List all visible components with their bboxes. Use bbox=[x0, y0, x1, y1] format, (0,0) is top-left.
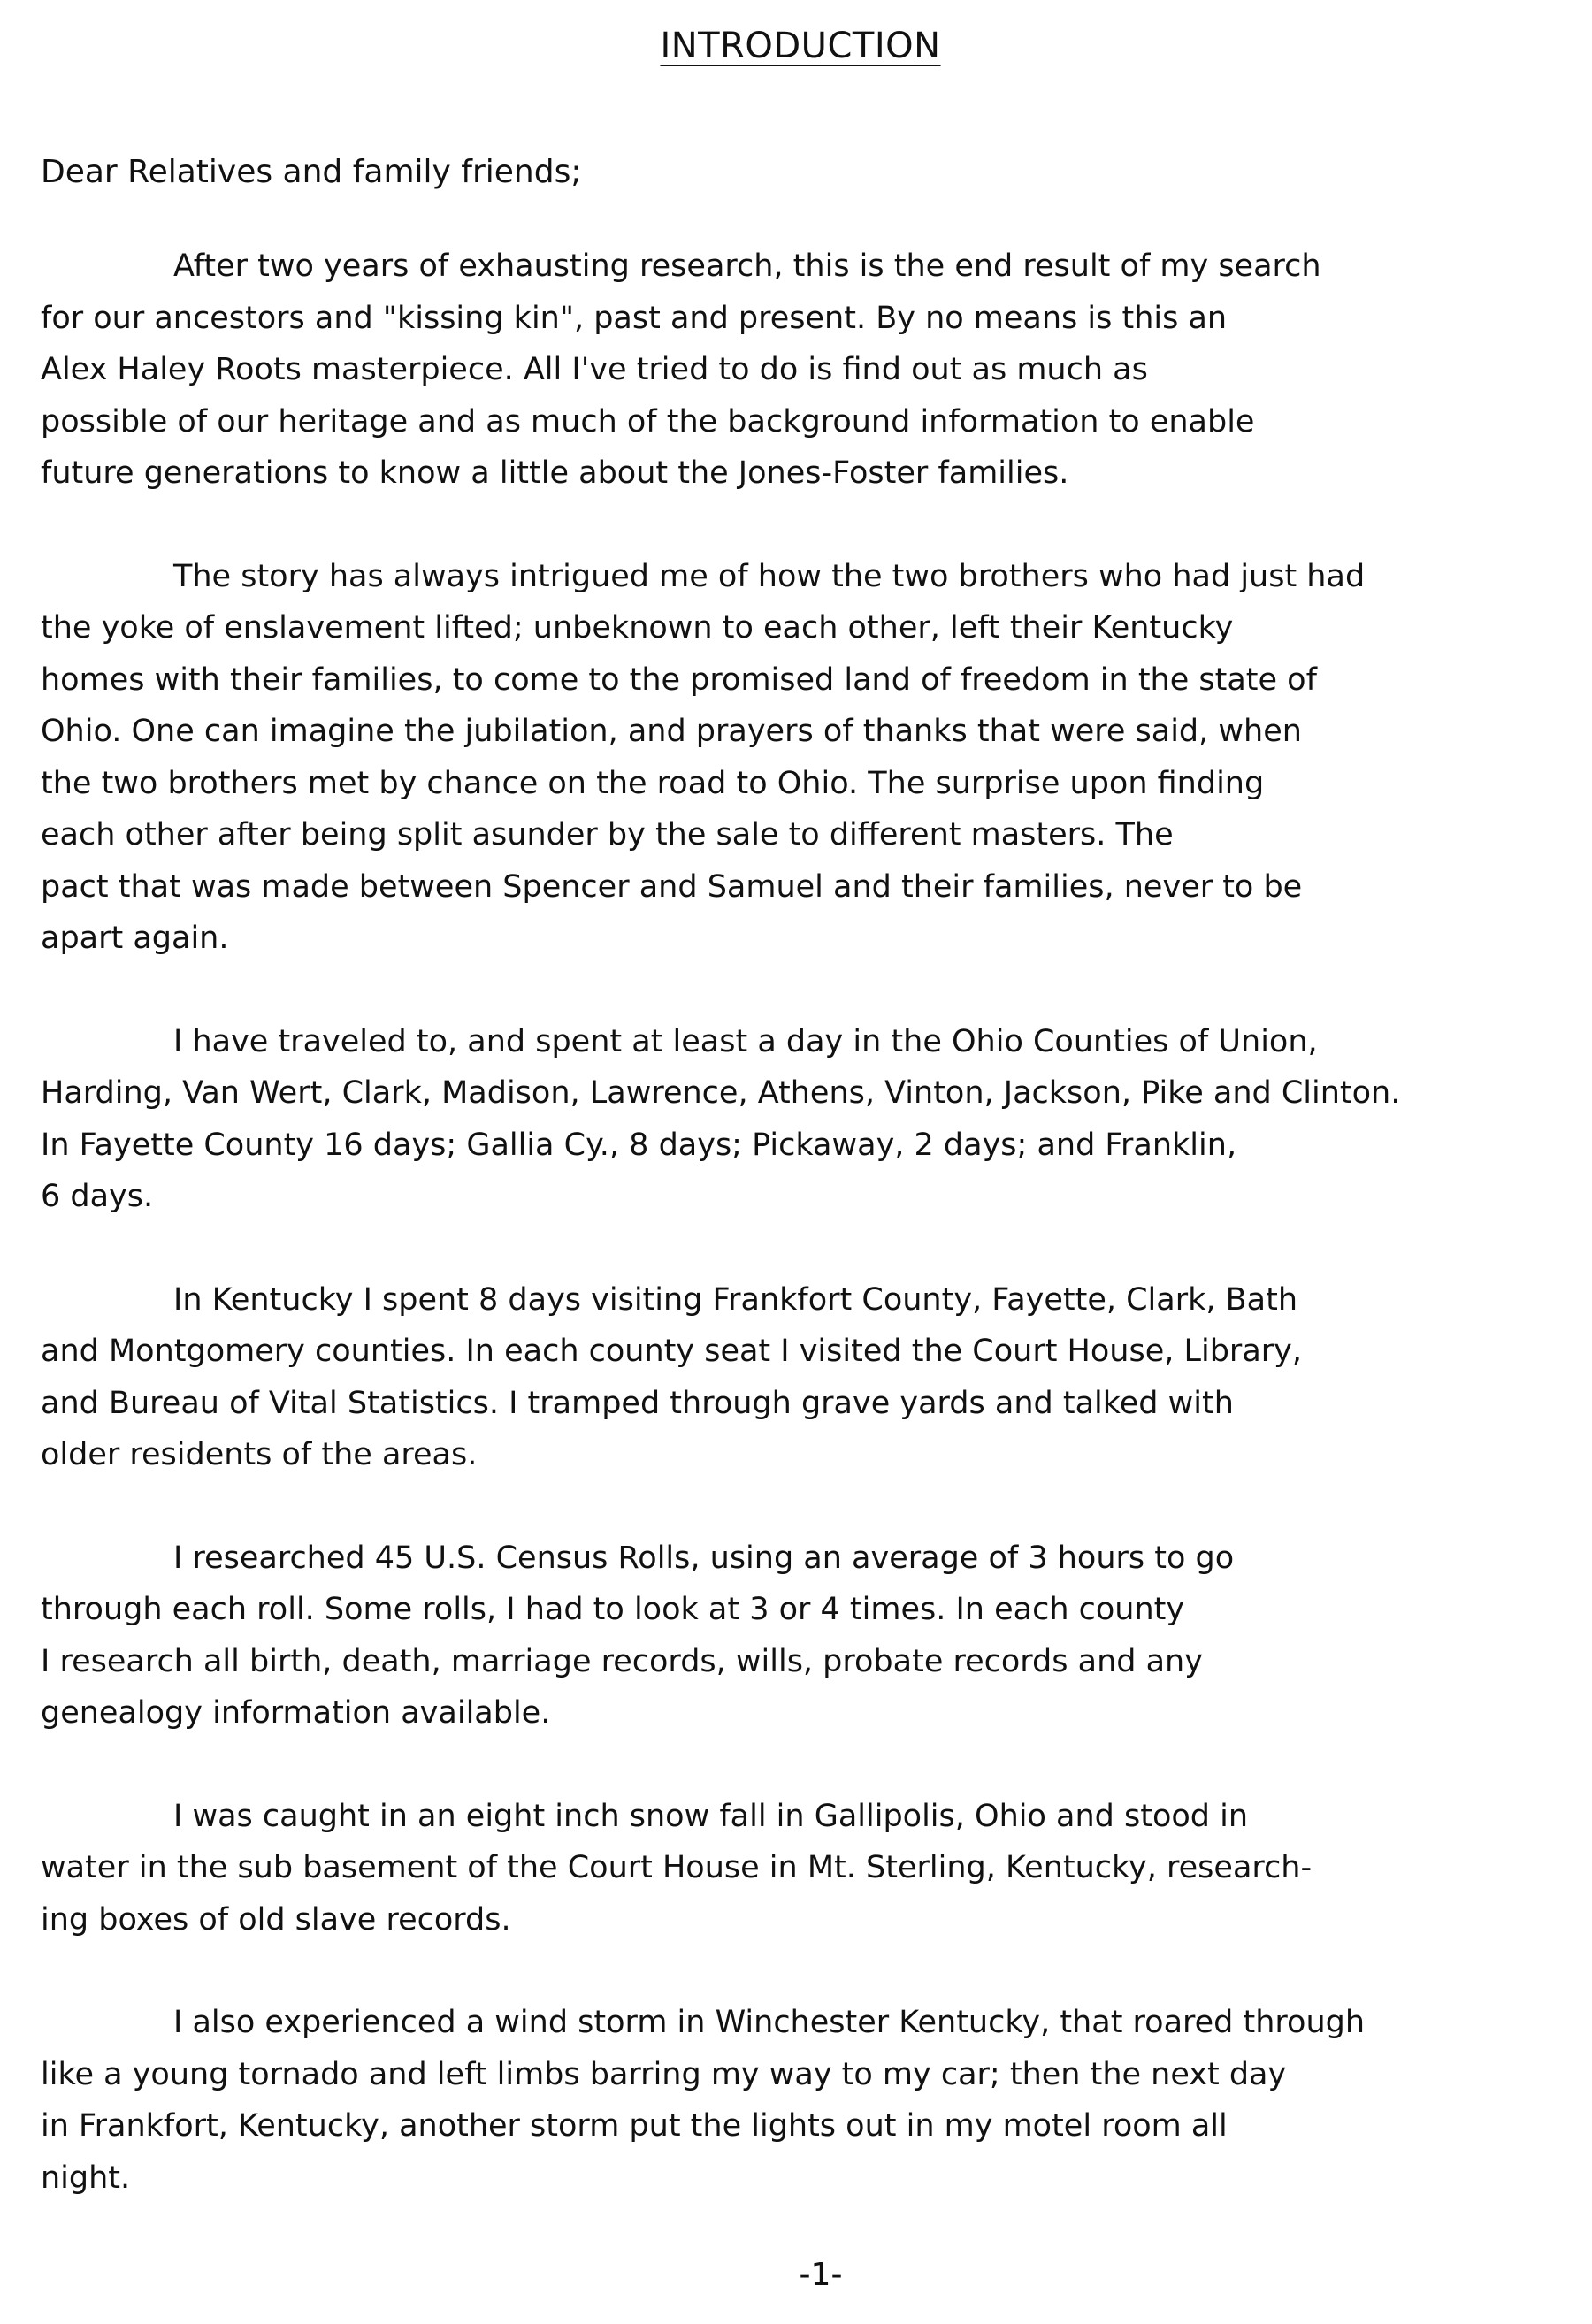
text-line: Alex Haley Roots masterpiece. All I've tried to do is find out as much as bbox=[41, 352, 1148, 387]
text-line: In Kentucky I spent 8 days visiting Frankfort County, Fayette, Clark, Bath bbox=[173, 1281, 1298, 1318]
text-line: for our ancestors and "kissing kin", past and present. By no means is this an bbox=[41, 300, 1228, 336]
text-line: through each roll. Some rolls, I had to look at 3 or 4 times. In each county bbox=[41, 1592, 1185, 1627]
text-line: water in the sub basement of the Court House in Mt. Sterling, Kentucky, research- bbox=[41, 1850, 1313, 1885]
paragraph-wind-storm bbox=[41, 1997, 1539, 2204]
text-line: night. bbox=[41, 2160, 131, 2196]
paragraph-research-summary bbox=[41, 241, 1539, 500]
page-title: INTRODUCTION bbox=[660, 26, 941, 66]
text-line: the yoke of enslavement lifted; unbeknown to each other, left their Kentucky bbox=[41, 610, 1234, 646]
text-line: ing boxes of old slave records. bbox=[41, 1901, 511, 1938]
text-line: and Montgomery counties. In each county seat I visited the Court House, Library, bbox=[41, 1334, 1302, 1369]
text-line: like a young tornado and left limbs barring my way to my car; then the next day bbox=[41, 2056, 1287, 2092]
text-line: I research all birth, death, marriage records, wills, probate records and any bbox=[41, 1643, 1203, 1679]
text-line: possible of our heritage and as much of the background information to enable bbox=[41, 403, 1255, 440]
text-line: After two years of exhausting research, this is the end result of my search bbox=[173, 248, 1321, 284]
text-line: in Frankfort, Kentucky, another storm put the lights out in my motel room all bbox=[41, 2108, 1228, 2144]
page-number: -1- bbox=[799, 2257, 843, 2293]
text-line: each other after being split asunder by the sale to different masters. The bbox=[41, 817, 1174, 852]
salutation: Dear Relatives and family friends; bbox=[41, 154, 582, 190]
text-line: pact that was made between Spencer and Samuel and their families, never to be bbox=[41, 868, 1303, 905]
text-line: future generations to know a little about the Jones-Foster families. bbox=[41, 455, 1069, 491]
text-line: 6 days. bbox=[41, 1179, 154, 1214]
text-line: I researched 45 U.S. Census Rolls, using an average of 3 hours to go bbox=[173, 1540, 1235, 1576]
paragraph-kentucky-travels bbox=[41, 1274, 1539, 1481]
paragraph-ohio-travels bbox=[41, 1016, 1539, 1223]
text-line: genealogy information available. bbox=[41, 1695, 551, 1731]
text-line: older residents of the areas. bbox=[41, 1437, 478, 1472]
paragraph-census-research bbox=[41, 1533, 1539, 1739]
text-line: apart again. bbox=[41, 921, 229, 956]
text-line: In Fayette County 16 days; Gallia Cy., 8 days; Pickaway, 2 days; and Franklin, bbox=[41, 1127, 1237, 1163]
text-line: Ohio. One can imagine the jubilation, and prayers of thanks that were said, when bbox=[41, 714, 1302, 749]
text-line: homes with their families, to come to the promised land of freedom in the state of bbox=[41, 661, 1317, 698]
paragraph-brothers-story bbox=[41, 551, 1539, 965]
text-line: I have traveled to, and spent at least a day in the Ohio Counties of Union, bbox=[173, 1023, 1318, 1059]
paragraph-snow-fall bbox=[41, 1791, 1539, 1946]
text-line: and Bureau of Vital Statistics. I tramped through grave yards and talked with bbox=[41, 1385, 1234, 1421]
text-line: Harding, Van Wert, Clark, Madison, Lawrence, Athens, Vinton, Jackson, Pike and Clinton. bbox=[41, 1075, 1401, 1111]
text-line: I also experienced a wind storm in Winchester Kentucky, that roared through bbox=[173, 2005, 1366, 2040]
text-line: the two brothers met by chance on the road to Ohio. The surprise upon finding bbox=[41, 765, 1265, 801]
text-line: I was caught in an eight inch snow fall in Gallipolis, Ohio and stood in bbox=[173, 1798, 1249, 1834]
text-line: The story has always intrigued me of how the two brothers who had just had bbox=[173, 558, 1366, 594]
